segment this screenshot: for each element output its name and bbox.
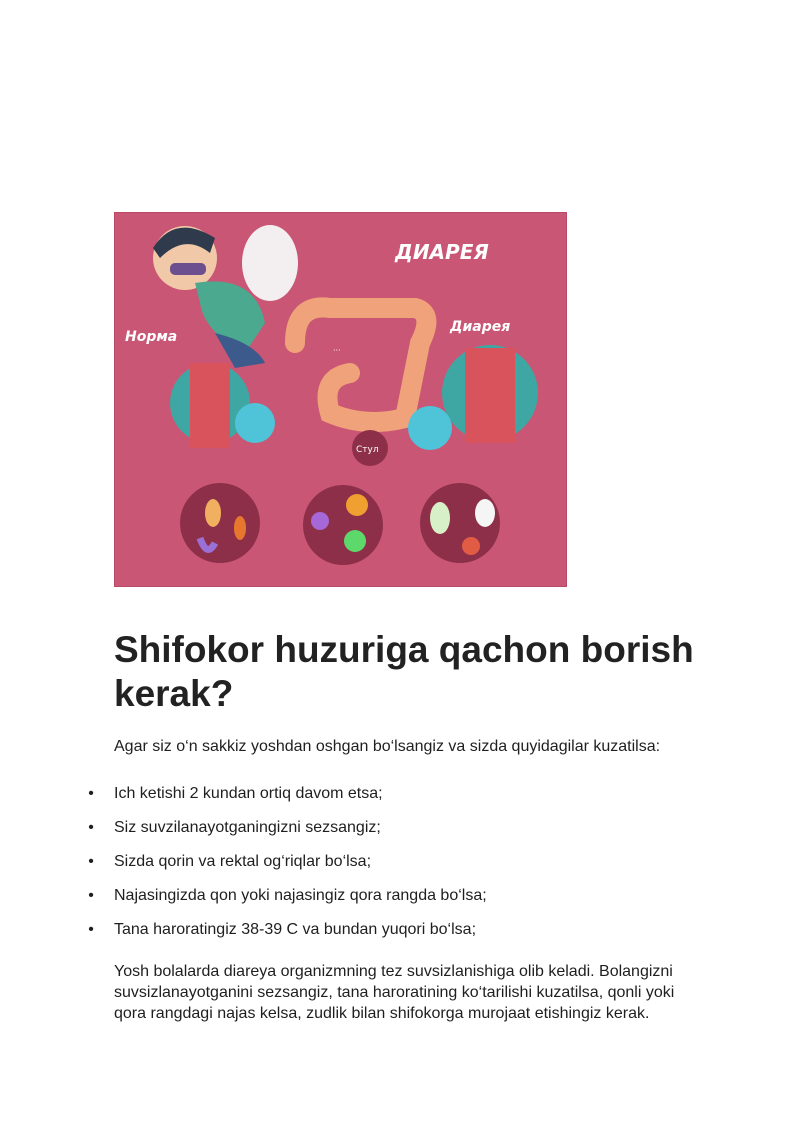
intestine-label: ··· xyxy=(333,346,341,355)
bullet-icon: • xyxy=(88,785,94,802)
intro-paragraph: Agar siz o‘n sakkiz yoshdan oshgan bo‘lsangiz va sizda quyidagilar kuzatilsa: xyxy=(114,738,661,755)
bacteria-circle-1 xyxy=(180,483,260,563)
bullet-icon: • xyxy=(88,887,94,904)
outro-paragraph: Yosh bolalarda diareya organizmning tez suvsizlanishiga olib keladi. Bolangizni suvsizlanayotganini sezsangiz, tana haroratining ko‘tarilishi kuzatilsa, qonli yoki qora rangdagi najas kelsa, zudlik bilan shifokorga murojaat etishingiz kerak. xyxy=(114,963,675,1022)
list-item-text: Siz suvzilanayotganingizni sezsangiz; xyxy=(114,819,381,836)
toilet-shape xyxy=(242,225,298,301)
page-title: Shifokor huzuriga qachon borish kerak? xyxy=(114,629,694,714)
bullet-icon: • xyxy=(88,921,94,938)
illustration-title: ДИАРЕЯ xyxy=(395,240,489,264)
list-item-text: Sizda qorin va rektal og‘riqlar bo‘lsa; xyxy=(114,853,372,870)
list-item xyxy=(86,782,746,816)
list-item xyxy=(86,918,746,952)
bullet-icon: • xyxy=(88,853,94,870)
person-glasses xyxy=(170,263,206,275)
bullet-icon: • xyxy=(88,819,94,836)
bacteria-shape-9 xyxy=(462,537,480,555)
center-label: Стул xyxy=(356,445,379,455)
bacteria-shape-4 xyxy=(311,512,329,530)
right-label: Диарея xyxy=(450,319,511,335)
bacteria-shape-7 xyxy=(430,502,450,534)
left-label: Норма xyxy=(125,329,178,345)
bacteria-shape-8 xyxy=(475,499,495,527)
normal-cell xyxy=(235,403,275,443)
diarrhea-illustration xyxy=(114,212,567,587)
bacteria-shape-5 xyxy=(346,494,368,516)
list-item-text: Najasingizda qon yoki najasingiz qora rangda bo‘lsa; xyxy=(114,887,487,904)
list-item xyxy=(86,850,746,884)
normal-wall xyxy=(190,363,230,448)
list-item xyxy=(86,816,746,850)
diarrhea-cell xyxy=(408,406,452,450)
bacteria-shape-1 xyxy=(205,499,221,527)
illustration-drawing xyxy=(115,213,566,586)
bacteria-shape-6 xyxy=(344,530,366,552)
bacteria-shape-2 xyxy=(234,516,246,540)
list-item-text: Tana haroratingiz 38-39 C va bundan yuqori bo‘lsa; xyxy=(114,921,477,938)
symptom-list xyxy=(86,782,746,952)
diarrhea-wall xyxy=(465,348,515,443)
list-item-text: Ich ketishi 2 kundan ortiq davom etsa; xyxy=(114,785,383,802)
list-item xyxy=(86,884,746,918)
intestine-shape xyxy=(295,307,426,422)
